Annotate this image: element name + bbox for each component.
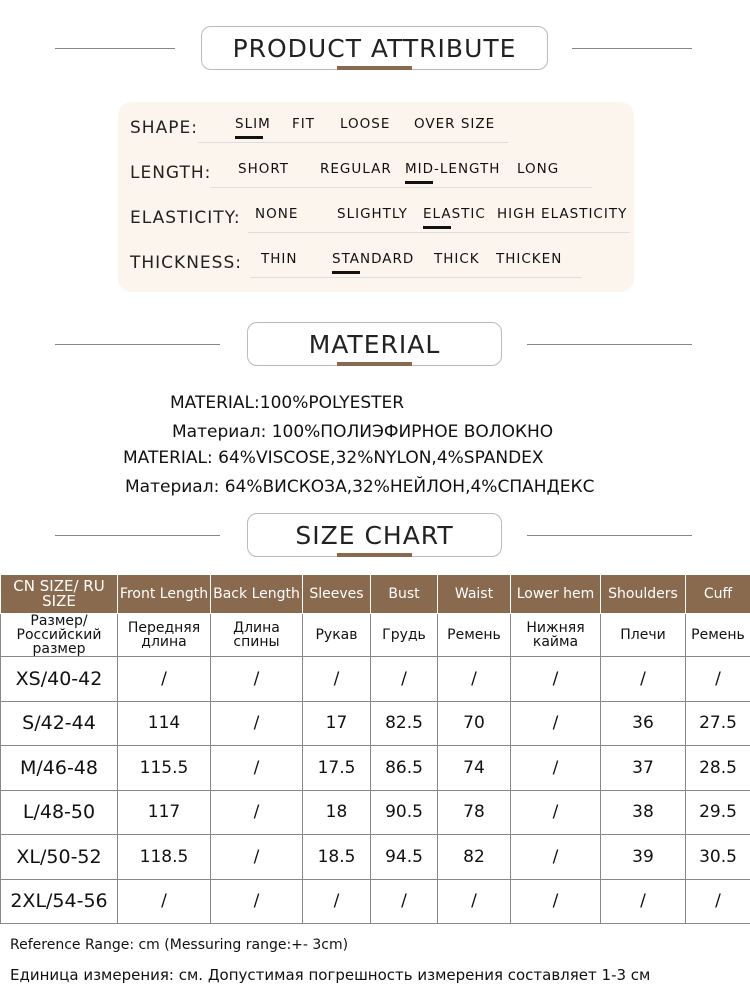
table-cell: / [211,657,303,702]
section-size-chart [0,513,750,563]
table-row [1,746,750,791]
attribute-option-selected: MID-LENGTH [405,161,501,177]
table-cell: 39 [601,835,686,880]
attribute-option: REGULAR [320,161,392,177]
header-cell: Shoulders [601,575,686,614]
table-cell: 37 [601,746,686,791]
section-title: SIZE CHART [247,513,502,557]
table-cell: 38 [601,790,686,835]
attribute-option: THICKEN [496,251,563,267]
table-row [1,835,750,880]
table-cell: / [211,746,303,791]
header-cell: Front Length [118,575,211,614]
reference-note-ru: Единица измерения: см. Допустимая погрешность измерения составляет 1-3 см [10,966,651,984]
table-cell: / [511,701,601,746]
table-cell: 17 [303,701,371,746]
table-cell: / [118,879,211,924]
table-cell: / [438,879,511,924]
header-cell-ru: Длина спины [211,614,303,657]
table-cell: / [511,746,601,791]
table-cell: 94.5 [371,835,438,880]
header-cell: Sleeves [303,575,371,614]
table-cell: / [686,657,750,702]
table-cell: 82.5 [371,701,438,746]
section-title: MATERIAL [247,322,502,366]
table-cell: 28.5 [686,746,750,791]
table-cell: / [303,879,371,924]
material-text: Материал: 64%ВИСКОЗА,32%НЕЙЛОН,4%СПАНДЕКС [125,477,595,497]
table-cell: / [601,879,686,924]
section-product-attribute [0,26,750,76]
table-cell: / [371,879,438,924]
table-row [1,701,750,746]
material-text: MATERIAL:100%POLYESTER [170,393,405,413]
size-chart-table [0,574,750,924]
table-cell: / [601,657,686,702]
table-cell: / [511,657,601,702]
table-cell: 30.5 [686,835,750,880]
header-cell: Bust [371,575,438,614]
reference-note: Reference Range: cm (Messuring range:+- 3cm) [10,937,349,953]
table-cell: 114 [118,701,211,746]
attribute-option: NONE [255,206,299,222]
material-text: MATERIAL: 64%VISCOSE,32%NYLON,4%SPANDEX [123,448,544,468]
attribute-option-selected: STANDARD [332,251,415,267]
attribute-option-selected: ELASTIC [423,206,486,222]
material-text: Материал: 100%ПОЛИЭФИРНОЕ ВОЛОКНО [172,422,554,442]
table-cell: 90.5 [371,790,438,835]
table-cell: M/46-48 [1,746,118,791]
attribute-option-selected: SLIM [235,116,271,132]
attribute-option: HIGH ELASTICITY [497,206,628,222]
table-cell: / [211,879,303,924]
attribute-option: SLIGHTLY [337,206,408,222]
table-cell: 17.5 [303,746,371,791]
header-cell: Waist [438,575,511,614]
table-cell: 2XL/54-56 [1,879,118,924]
header-cell-ru: Передняя длина [118,614,211,657]
table-cell: / [211,701,303,746]
table-cell: 74 [438,746,511,791]
attribute-label: SHAPE: [130,118,198,138]
header-cell-ru: Нижняя кайма [511,614,601,657]
table-cell: / [211,790,303,835]
table-cell: 70 [438,701,511,746]
table-cell: 118.5 [118,835,211,880]
attribute-option: LOOSE [340,116,391,132]
attribute-label: THICKNESS: [130,253,242,273]
table-cell: / [371,657,438,702]
table-row [1,657,750,702]
header-cell-ru: Рукав [303,614,371,657]
attribute-option: OVER SIZE [414,116,496,132]
attribute-label: ELASTICITY: [130,208,241,228]
header-cell-ru: Плечи [601,614,686,657]
table-cell: / [511,790,601,835]
table-cell: 78 [438,790,511,835]
table-cell: 36 [601,701,686,746]
table-cell: / [511,879,601,924]
section-title: PRODUCT ATTRIBUTE [201,26,548,70]
table-cell: / [438,657,511,702]
table-cell: L/48-50 [1,790,118,835]
attribute-option: THIN [261,251,298,267]
table-cell: / [686,879,750,924]
table-cell: 117 [118,790,211,835]
table-cell: / [118,657,211,702]
table-cell: / [303,657,371,702]
header-cell: Cuff [686,575,750,614]
table-header-ru [1,614,750,657]
table-cell: / [211,835,303,880]
header-cell-ru: Ремень [686,614,750,657]
table-cell: 27.5 [686,701,750,746]
attribute-option: THICK [434,251,480,267]
table-cell: XS/40-42 [1,657,118,702]
section-material [0,322,750,372]
header-cell-ru: Размер/ Российский размер [1,614,118,657]
header-cell: Lower hem [511,575,601,614]
header-cell-ru: Ремень [438,614,511,657]
table-cell: 18.5 [303,835,371,880]
attribute-option: FIT [292,116,315,132]
header-cell: Back Length [211,575,303,614]
table-cell: / [511,835,601,880]
header-cell-ru: Грудь [371,614,438,657]
table-cell: 115.5 [118,746,211,791]
table-cell: 82 [438,835,511,880]
attribute-label: LENGTH: [130,163,212,183]
table-cell: S/42-44 [1,701,118,746]
attribute-option: LONG [517,161,560,177]
table-cell: XL/50-52 [1,835,118,880]
table-row [1,879,750,924]
attribute-option: SHORT [238,161,289,177]
table-cell: 86.5 [371,746,438,791]
table-row [1,790,750,835]
attribute-panel [118,102,634,292]
header-cell: CN SIZE/ RU SIZE [1,575,118,614]
table-cell: 18 [303,790,371,835]
table-header-en [1,575,750,614]
table-cell: 29.5 [686,790,750,835]
